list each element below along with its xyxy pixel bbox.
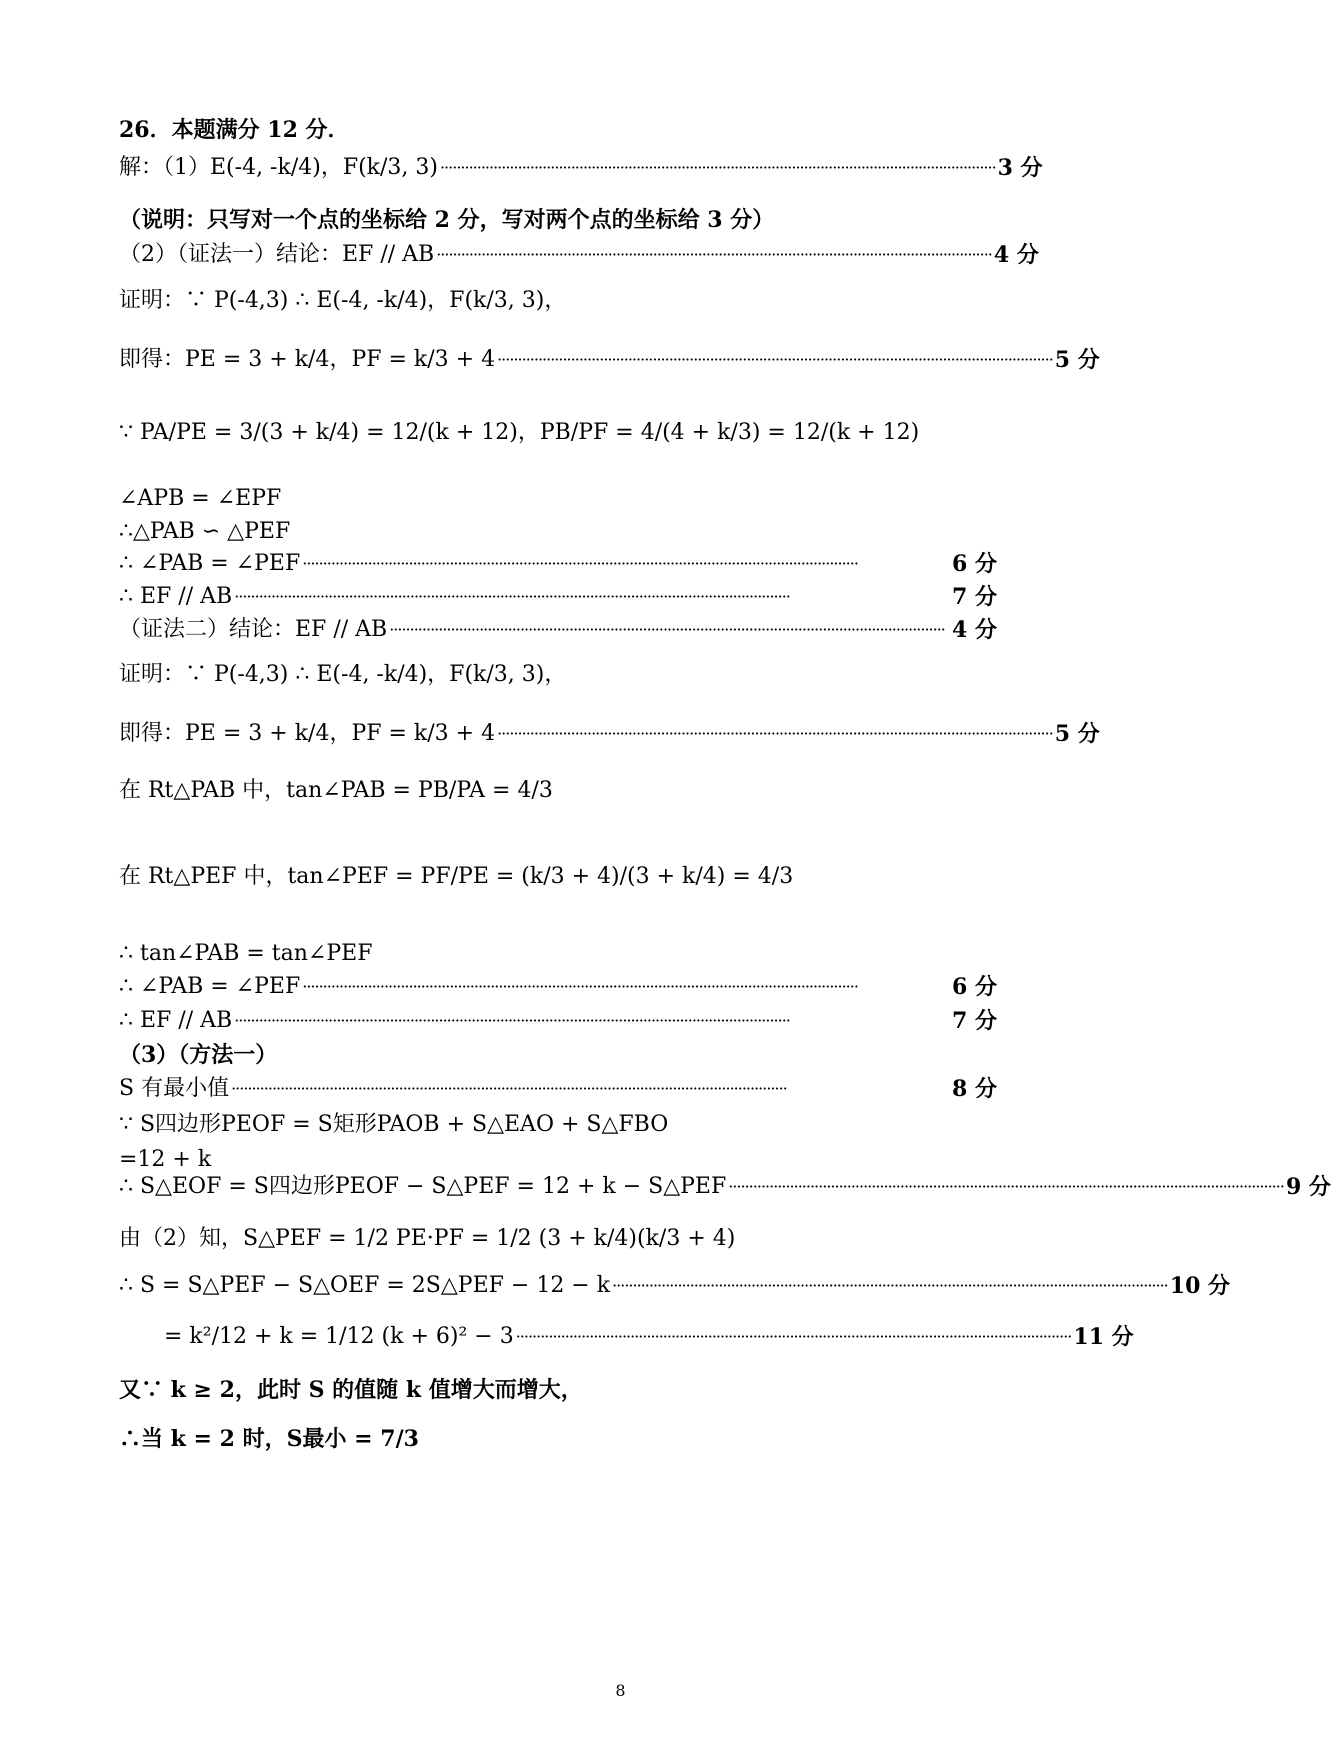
solution-line — [119, 1074, 997, 1104]
score-label: 7 分 — [952, 1008, 997, 1034]
solution-line: ∴当 k = 2 时，S最小 = 7/3 — [119, 1426, 419, 1452]
note-line: （说明：只写对一个点的坐标给 2 分，写对两个点的坐标给 3 分） — [119, 207, 775, 233]
line-text: ∴ S = S△PEF − S△OEF = 2S△PEF − 12 − k — [119, 1273, 611, 1298]
leader-dots: ········································································································································ — [389, 620, 945, 639]
score-label: 6 分 — [952, 974, 997, 1000]
line-text: = k²/12 + k = 1/12 (k + 6)² − 3 — [164, 1324, 514, 1349]
page-number: 8 — [615, 1681, 626, 1700]
score-label: 3 分 — [997, 155, 1043, 181]
line-text: （证法二）结论：EF // AB — [119, 617, 388, 642]
leader-dots: ········································································································································ — [439, 158, 996, 177]
solution-line — [119, 240, 1039, 270]
solution-line: （3）（方法一） — [119, 1042, 278, 1068]
solution-line — [119, 549, 997, 579]
score-label: 10 分 — [1169, 1273, 1231, 1299]
solution-line: 由（2）知，S△PEF = 1/2 PE·PF = 1/2 (3 + k/4)(k/3 + 4) — [119, 1226, 736, 1251]
problem-header: 26．本题满分 12 分． — [119, 117, 350, 143]
solution-line: ∠APB = ∠EPF — [119, 486, 282, 511]
score-label: 4 分 — [993, 242, 1039, 268]
solution-line: ∴△PAB ∽ △PEF — [119, 519, 291, 544]
score-label: 11 分 — [1073, 1324, 1134, 1350]
line-text: 即得：PE = 3 + k/4，PF = k/3 + 4 — [119, 721, 496, 746]
score-label: 9 分 — [1285, 1174, 1331, 1200]
leader-dots: ········································································································································ — [302, 554, 858, 573]
solution-line: 在 Rt△PAB 中，tan∠PAB = PB/PA = 4/3 — [119, 778, 553, 803]
line-text: ∴ S△EOF = S四边形PEOF − S△PEF = 12 + k − S△PEF — [119, 1174, 727, 1199]
score-label: 5 分 — [1054, 721, 1100, 747]
solution-line — [119, 1006, 997, 1036]
line-text: 解：（1）E(-4, -k/4)，F(k/3, 3) — [119, 155, 438, 180]
solution-line: =12 + k — [119, 1147, 212, 1172]
solution-line: ∵ PA/PE = 3/(3 + k/4) = 12/(k + 12)，PB/PF = 4/(4 + k/3) = 12/(k + 12) — [119, 420, 920, 445]
solution-line — [119, 582, 997, 612]
line-text: ∴ ∠PAB = ∠PEF — [119, 551, 301, 576]
solution-line: ∴ tan∠PAB = tan∠PEF — [119, 941, 373, 966]
line-text: 即得：PE = 3 + k/4，PF = k/3 + 4 — [119, 347, 496, 372]
score-label: 4 分 — [952, 617, 997, 643]
leader-dots: ········································································································································ — [234, 1011, 790, 1030]
solution-line — [119, 153, 1043, 183]
score-label: 7 分 — [952, 584, 997, 610]
score-label: 8 分 — [952, 1076, 997, 1102]
solution-line: 证明：∵ P(-4,3) ∴ E(-4, -k/4)，F(k/3, 3)， — [119, 288, 567, 313]
line-text: ∴ EF // AB — [119, 584, 233, 609]
leader-dots: ········································································································································ — [497, 724, 1053, 743]
leader-dots: ········································································································································ — [515, 1327, 1072, 1346]
solution-line — [119, 719, 1100, 749]
leader-dots: ········································································································································ — [497, 350, 1053, 369]
score-label: 5 分 — [1054, 347, 1100, 373]
solution-line — [119, 345, 1100, 375]
solution-line: 证明：∵ P(-4,3) ∴ E(-4, -k/4)，F(k/3, 3)， — [119, 662, 567, 687]
line-text: S 有最小值 — [119, 1076, 230, 1101]
solution-line — [119, 1271, 1231, 1301]
line-text: ∴ EF // AB — [119, 1008, 233, 1033]
solution-line — [119, 972, 997, 1002]
solution-line: 又∵ k ≥ 2，此时 S 的值随 k 值增大而增大， — [119, 1377, 583, 1403]
score-label: 6 分 — [952, 551, 997, 577]
leader-dots: ········································································································································ — [302, 977, 858, 996]
solution-line: ∵ S四边形PEOF = S矩形PAOB + S△EAO + S△FBO — [119, 1112, 669, 1137]
leader-dots: ········································································································································ — [234, 587, 790, 606]
solution-line — [119, 1322, 1134, 1352]
leader-dots: ········································································································································ — [612, 1276, 1168, 1295]
line-text: ∴ ∠PAB = ∠PEF — [119, 974, 301, 999]
line-text: （2）（证法一）结论：EF // AB — [119, 242, 435, 267]
leader-dots: ········································································································································ — [728, 1177, 1284, 1196]
solution-line: 在 Rt△PEF 中，tan∠PEF = PF/PE = (k/3 + 4)/(3 + k/4) = 4/3 — [119, 864, 794, 889]
leader-dots: ········································································································································ — [436, 245, 992, 264]
leader-dots: ········································································································································ — [231, 1079, 787, 1098]
solution-line — [119, 615, 997, 645]
solution-line — [119, 1172, 1331, 1202]
